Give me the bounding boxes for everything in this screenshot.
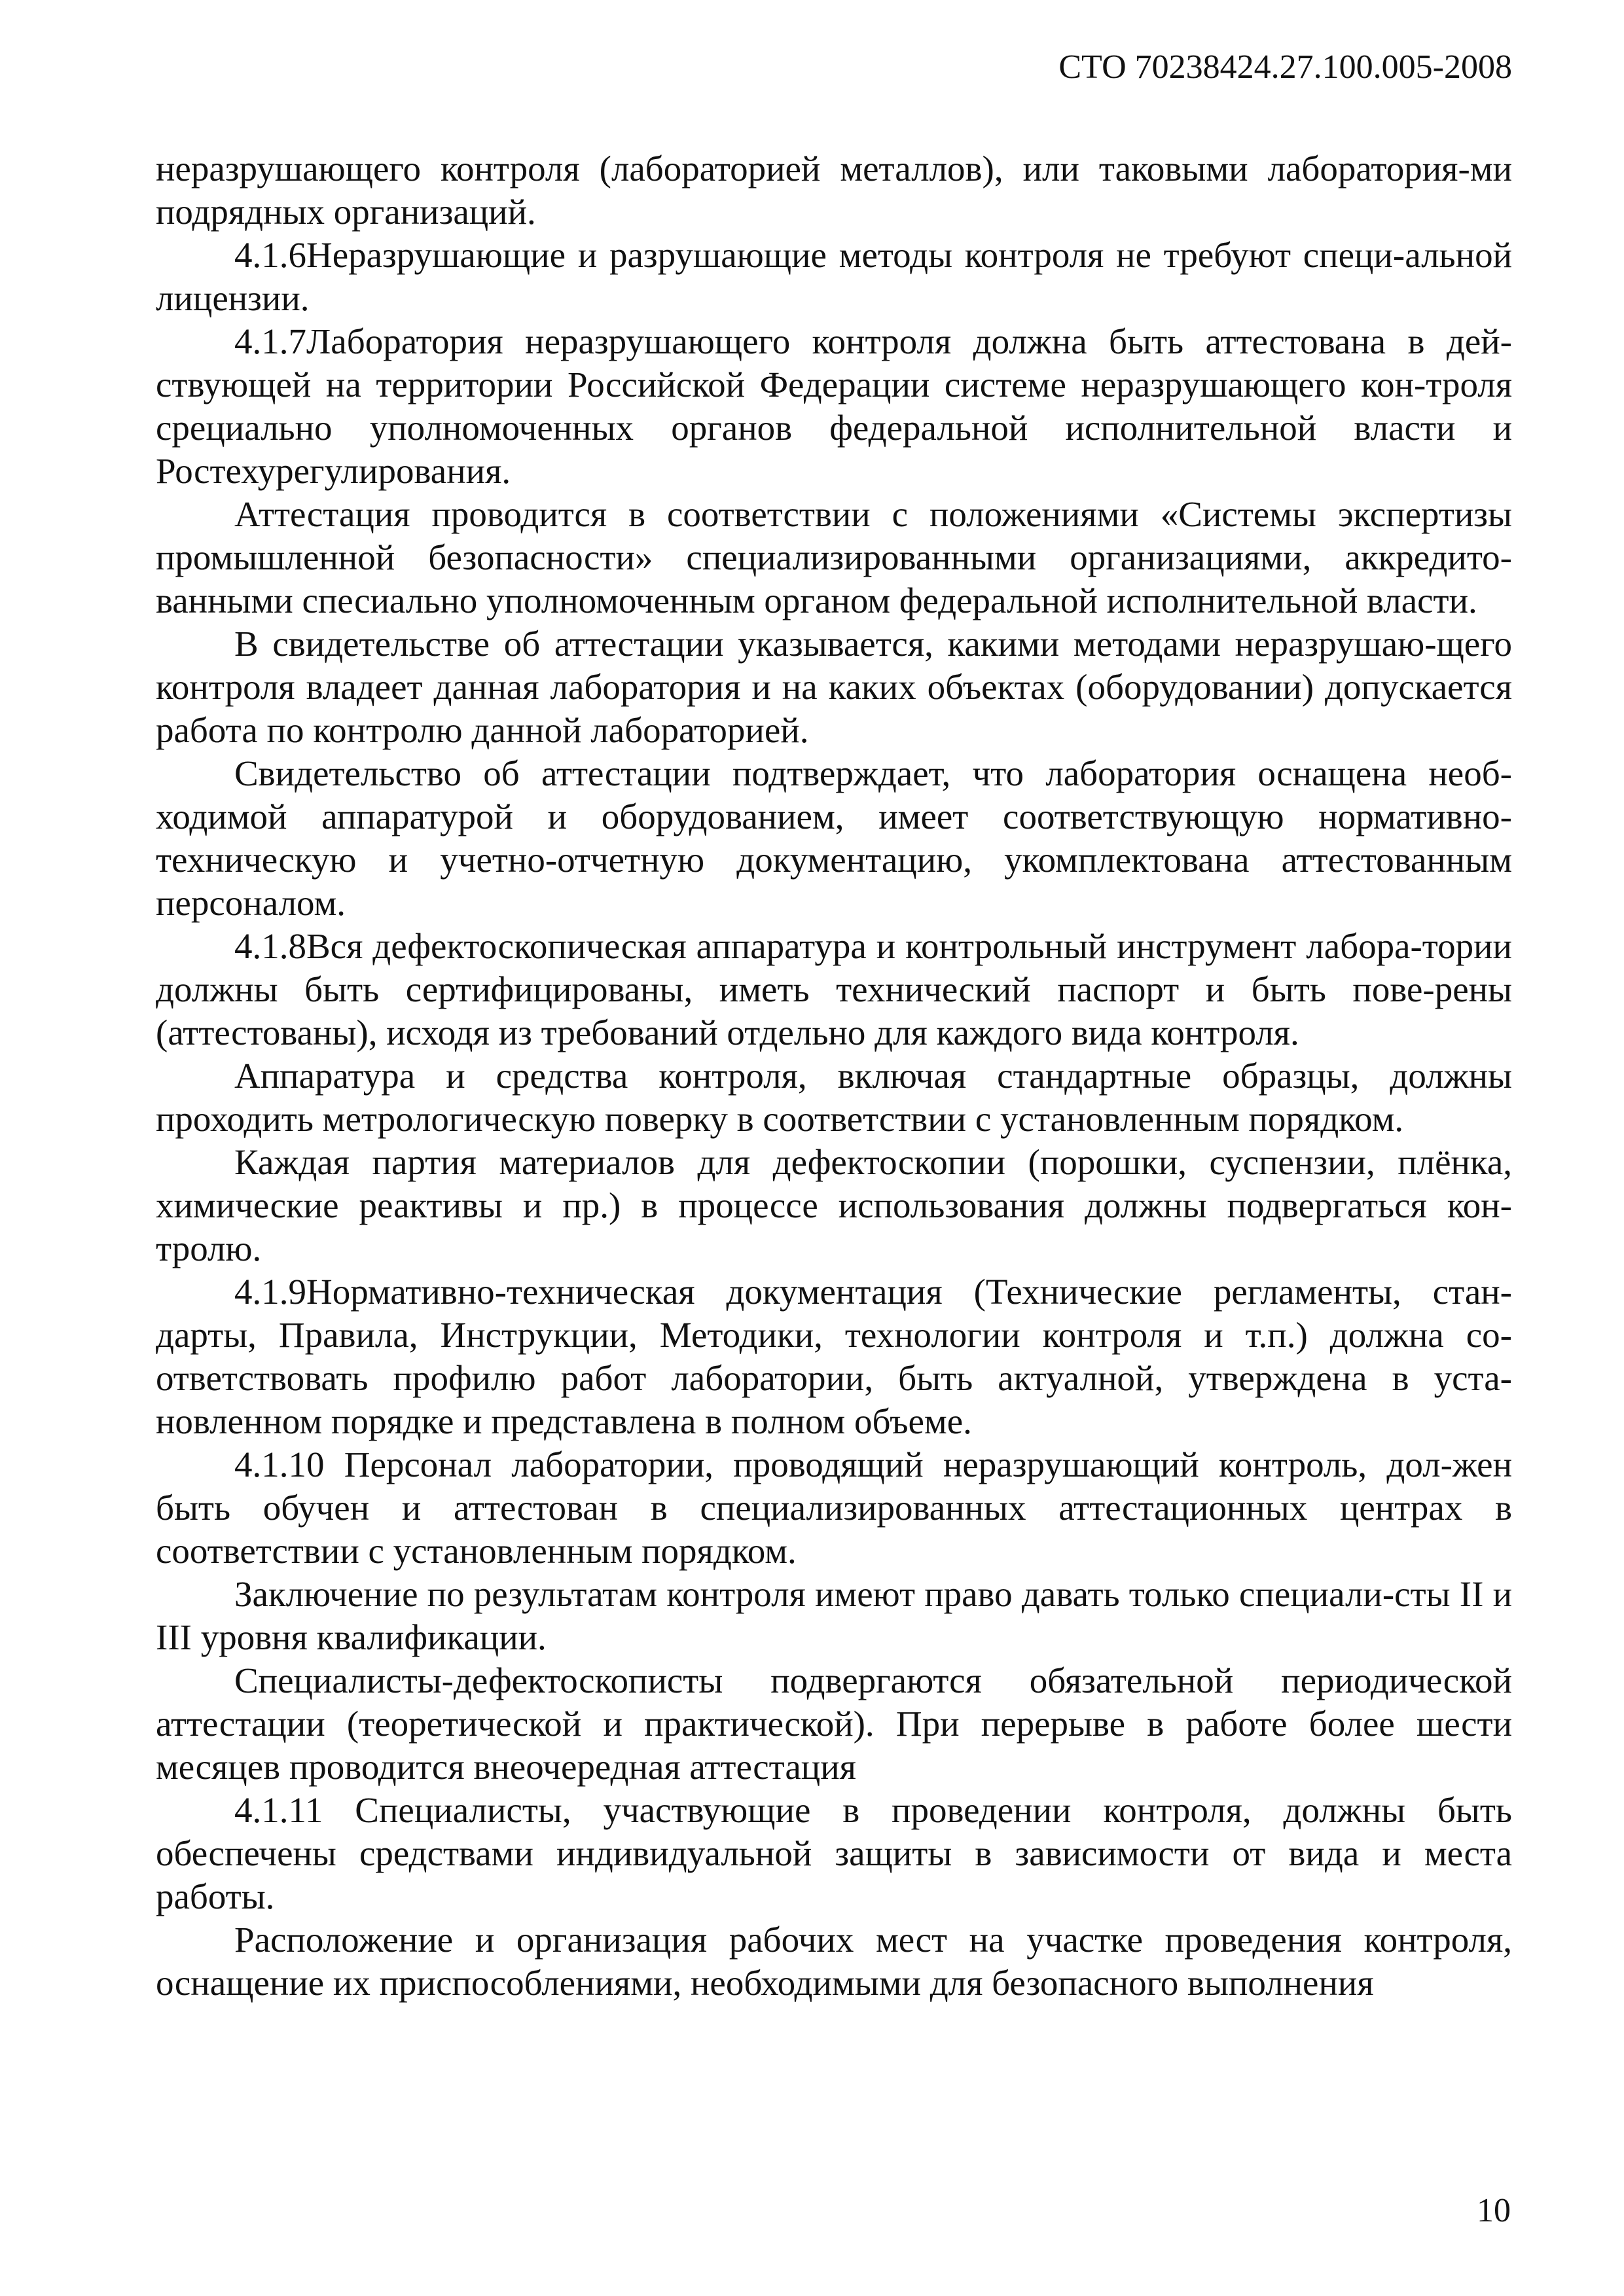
paragraph-4-1-9: 4.1.9Нормативно-техническая документация (Технические регламенты, стан-дарты, Правила, Инструкции, Методики, технологии контроля и т.п.) должна со-ответствовать профилю работ лаборатории, быть актуалной, утверждена в уста-новленном порядке и представлена в полном объеме. [156,1272,1512,1441]
paragraph-workplace-organization: Расположение и организация рабочих мест на участке проведения контроля, оснащение их приспособлениями, необходимыми для безопасного выполнения [156,1920,1512,2003]
paragraph-4-1-6: 4.1.6Неразрушающие и разрушающие методы контроля не требуют специ-альной лицензии. [156,235,1512,318]
paragraph-4-1-8: 4.1.8Вся дефектоскопическая аппаратура и контрольный инструмент лабора-тории должны быть сертифицированы, иметь технический паспорт и быть пове-рены (аттестованы), исходя из требований отдельно для каждого вида контроля. [156,926,1512,1052]
paragraph-4-1-10: 4.1.10 Персонал лаборатории, проводящий неразрушающий контроль, дол-жен быть обучен и аттестован в специализированных аттестационных центрах в соответствии с установленным порядком. [156,1444,1512,1571]
paragraph-certificate-methods: В свидетельстве об аттестации указывается, какими методами неразрушаю-щего контроля владеет данная лаборатория и на каких объектах (оборудовании) допускается работа по контролю данной лабораторией. [156,624,1512,750]
paragraph-conclusion-rights: Заключение по результатам контроля имеют право давать только специали-сты II и III уровня квалификации. [156,1574,1512,1657]
paragraph-materials-control: Каждая партия материалов для дефектоскопии (порошки, суспензии, плёнка, химические реактивы и пр.) в процессе использования должны подвергаться кон-тролю. [156,1142,1512,1268]
page-number: 10 [1477,2192,1511,2229]
document-body [156,147,1512,2005]
paragraph-4-1-11: 4.1.11 Специалисты, участвующие в проведении контроля, должны быть обеспечены средствами индивидуальной защиты в зависимости от вида и места работы. [156,1790,1512,1916]
paragraph-4-1-7: 4.1.7Лаборатория неразрушающего контроля должна быть аттестована в дей-ствующей на территории Российской Федерации системе неразрушающего кон-троля срециально уполномоченных органов федеральной исполнительной власти и Ростехурегулирования. [156,321,1512,491]
paragraph-equipment-verification: Аппаратура и средства контроля, включая стандартные образцы, должны проходить метрологическую поверку в соответствии с установленным порядком. [156,1056,1512,1139]
document-code-header: СТО 70238424.27.100.005-2008 [1058,48,1512,86]
paragraph-attestation: Аттестация проводится в соответствии с положениями «Системы экспертизы промышленной безопасности» специализированными организациями, аккредито-ванными спесиально уполномоченным органом федеральной исполнительной власти. [156,494,1512,620]
paragraph-certificate-confirms: Свидетельство об аттестации подтверждает, что лаборатория оснащена необ-ходимой аппаратурой и оборудованием, имеет соответствующую нормативно-техническую и учетно-отчетную документацию, укомплектована аттестованным персоналом. [156,753,1512,923]
paragraph-periodic-attestation: Специалисты-дефектоскописты подвергаются обязательной периодической аттестации (теоретической и практической). При перерыве в работе более шести месяцев проводится внеочередная аттестация [156,1660,1512,1787]
paragraph-continuation: неразрушающего контроля (лабораторией металлов), или таковыми лаборатория-ми подрядных организаций. [156,149,1512,232]
